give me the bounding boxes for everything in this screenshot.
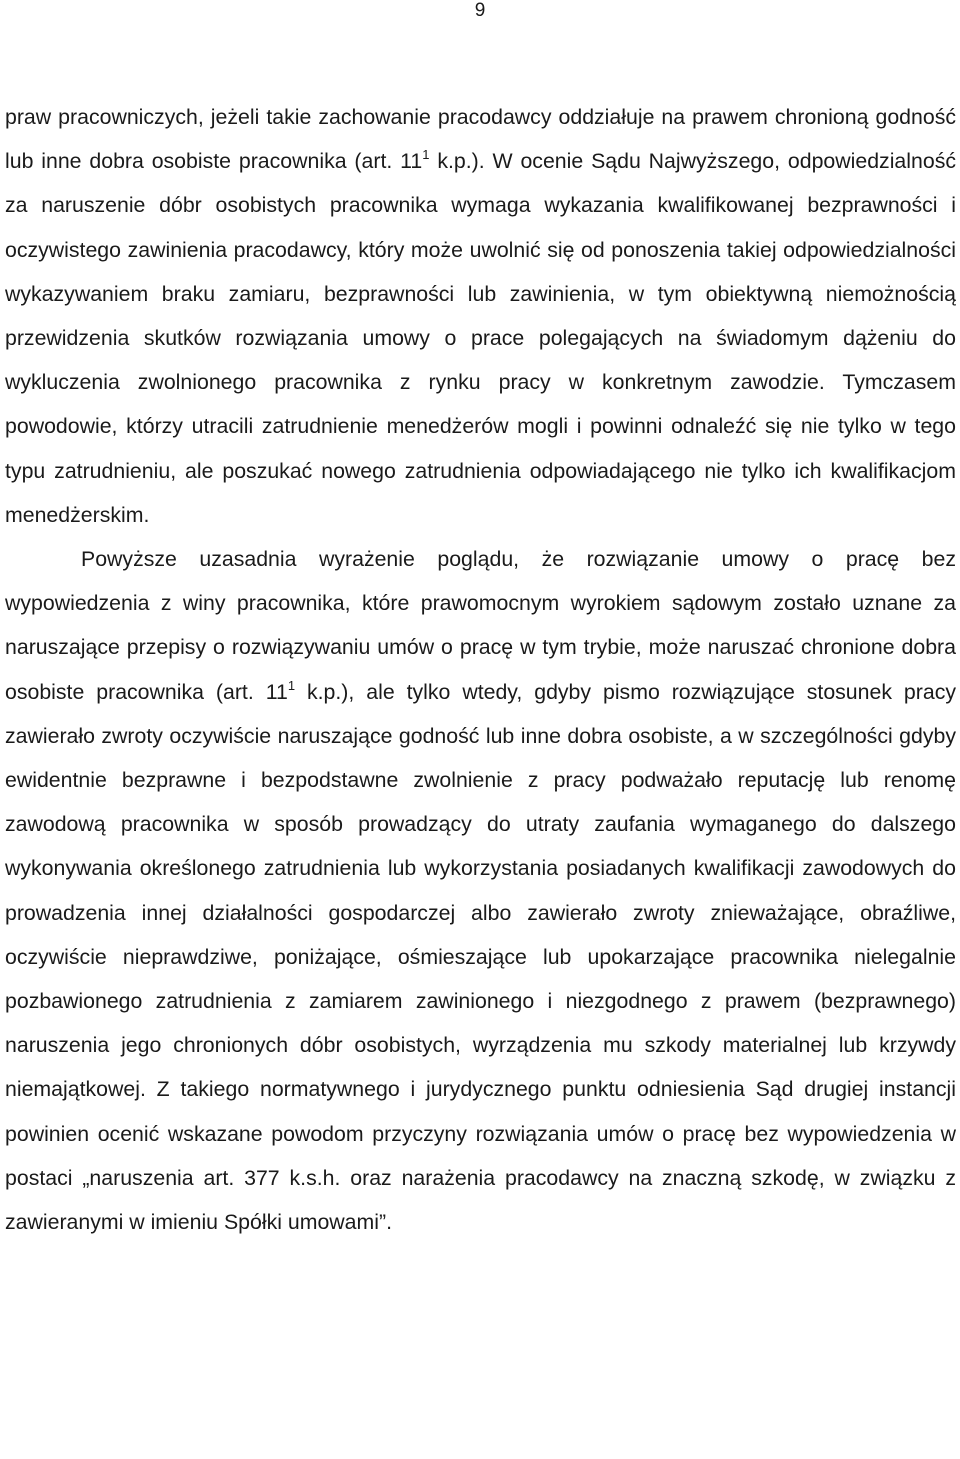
paragraph-2-text-a: Powyższe uzasadnia wyrażenie poglądu, że rozwiązanie umowy o pracę bez wypowiedzenia z winy pracownika, które prawomocnym wyrokiem sądowym zostało uznane za naruszające przepisy o rozwiązywaniu umów o pracę w tym trybie, może naruszać chronione dobra osobiste pracownika (art. 11 [5, 547, 956, 704]
superscript-footnote: 1 [422, 147, 430, 163]
superscript-footnote: 1 [287, 677, 296, 693]
paragraph-2 [5, 537, 956, 1244]
page-number: 9 [474, 0, 486, 21]
paragraph-1-text-a: praw pracowniczych, jeżeli takie zachowanie pracodawcy oddziałuje na prawem chronioną godność lub inne dobra osobiste pracownika (art. 11 [5, 105, 956, 174]
document-body [5, 95, 956, 1244]
paragraph-1 [5, 95, 956, 537]
paragraph-1-text-b: k.p.). W ocenie Sądu Najwyższego, odpowiedzialność za naruszenie dóbr osobistych pracownika wymaga wykazania kwalifikowanej bezprawności i oczywistego zawinienia pracodawcy, który może uwolnić się od ponoszenia takiej odpowiedzialności wykazywaniem braku zamiaru, bezprawności lub zawinienia, w tym obiektywną niemożnością przewidzenia skutków rozwiązania umowy o prace polegających na świadomym dążeniu do wykluczenia zwolnionego pracownika z rynku pracy w konkretnym zawodzie. Tymczasem powodowie, którzy utracili zatrudnienie menedżerów mogli i powinni odnaleźć się nie tylko w tego typu zatrudnieniu, ale poszukać nowego zatrudnienia odpowiadającego nie tylko ich kwalifikacjom menedżerskim. [5, 149, 956, 527]
paragraph-2-text-b: k.p.), ale tylko wtedy, gdyby pismo rozwiązujące stosunek pracy zawierało zwroty oczywiście naruszające godność lub inne dobra osobiste, a w szczególności gdyby ewidentnie bezprawne i bezpodstawne zwolnienie z pracy podważało reputację lub renomę zawodową pracownika w sposób prowadzący do utraty zaufania wymaganego do dalszego wykonywania określonego zatrudnienia lub wykorzystania posiadanych kwalifikacji zawodowych do prowadzenia innej działalności gospodarczej albo zawierało zwroty znieważające, obraźliwe, oczywiście nieprawdziwe, poniżające, ośmieszające lub upokarzające pracownika nielegalnie pozbawionego zatrudnienia z zamiarem zawinionego i niezgodnego z prawem (bezprawnego) naruszenia jego chronionych dóbr osobistych, wyrządzenia mu szkody materialnej lub krzywdy niemajątkowej. Z takiego normatywnego i jurydycznego punktu odniesienia Sąd drugiej instancji powinien ocenić wskazane powodom przyczyny rozwiązania umów o pracę bez wypowiedzenia w postaci „naruszenia art. 377 k.s.h. oraz narażenia pracodawcy na znaczną szkodę, w związku z zawieranymi w imieniu Spółki umowami”. [5, 679, 957, 1235]
